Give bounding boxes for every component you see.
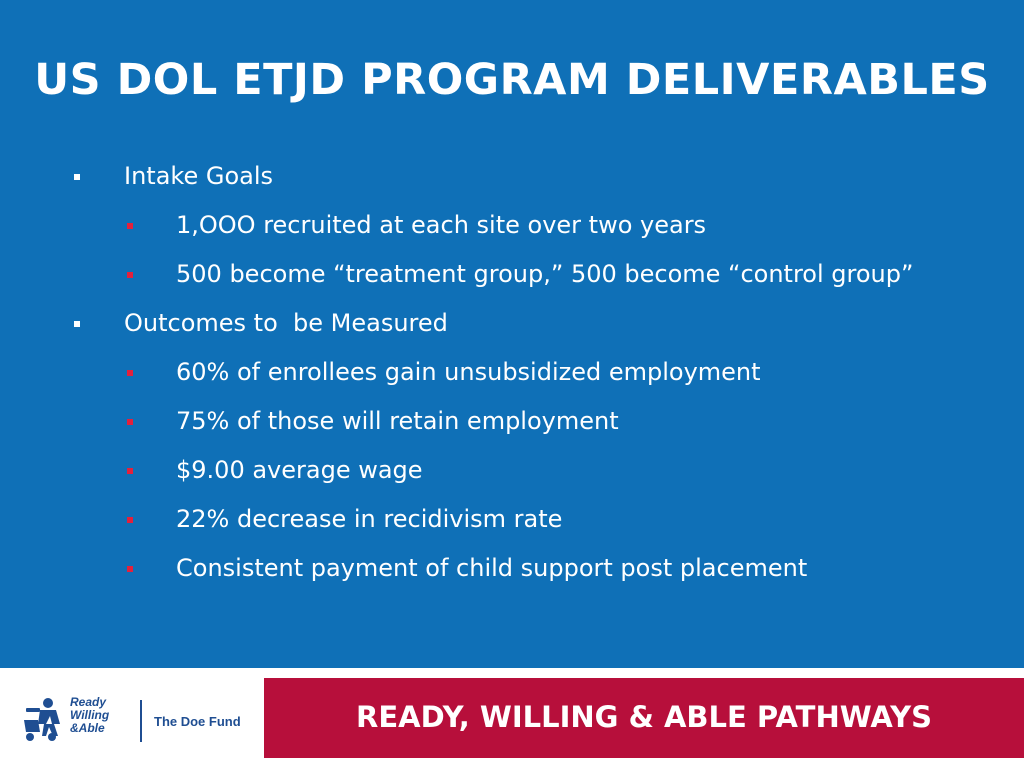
bullet-text: 22% decrease in recidivism rate	[176, 505, 563, 533]
worker-figure-icon	[22, 694, 70, 744]
sub-bullet-item	[70, 356, 970, 388]
bullet-text: 500 become “treatment group,” 500 become “control group”	[176, 260, 914, 288]
bullet-text: Intake Goals	[124, 162, 274, 190]
sub-bullet-item	[70, 552, 970, 584]
bullet-list	[70, 160, 970, 601]
logo-line: Willing	[70, 708, 110, 722]
slide-title: US DOL ETJD PROGRAM DELIVERABLES	[34, 55, 990, 105]
bullet-text: 75% of those will retain employment	[176, 407, 619, 435]
bullet-text: $9.00 average wage	[176, 456, 423, 484]
sub-bullet-item	[70, 405, 970, 437]
sub-bullet-item	[70, 209, 970, 241]
logo-divider	[140, 700, 142, 742]
square-bullet-icon	[127, 370, 133, 376]
bullet-text: 60% of enrollees gain unsubsidized employment	[176, 358, 761, 386]
square-bullet-icon	[127, 566, 133, 572]
bullet-item	[70, 307, 970, 339]
bullet-text: 1,OOO recruited at each site over two years	[176, 211, 707, 239]
logo-line: Ready	[70, 695, 107, 709]
bullet-item	[70, 160, 970, 192]
sub-bullet-item	[70, 503, 970, 535]
organization-logo	[22, 690, 262, 750]
logo-wordmark	[70, 696, 109, 735]
square-bullet-icon	[127, 468, 133, 474]
footer-banner	[264, 678, 1024, 758]
logo-line: &Able	[70, 721, 105, 735]
square-bullet-icon	[74, 321, 80, 327]
square-bullet-icon	[127, 419, 133, 425]
doe-fund-logo-text: The Doe Fund	[154, 714, 241, 729]
footer	[0, 668, 1024, 768]
square-bullet-icon	[127, 517, 133, 523]
square-bullet-icon	[127, 223, 133, 229]
bullet-text: Outcomes to be Measured	[124, 309, 448, 337]
sub-bullet-item	[70, 258, 936, 290]
footer-banner-text: READY, WILLING & ABLE PATHWAYS	[356, 700, 932, 734]
bullet-text: Consistent payment of child support post placement	[176, 554, 808, 582]
square-bullet-icon	[74, 174, 80, 180]
sub-bullet-item	[70, 454, 970, 486]
square-bullet-icon	[127, 272, 133, 278]
